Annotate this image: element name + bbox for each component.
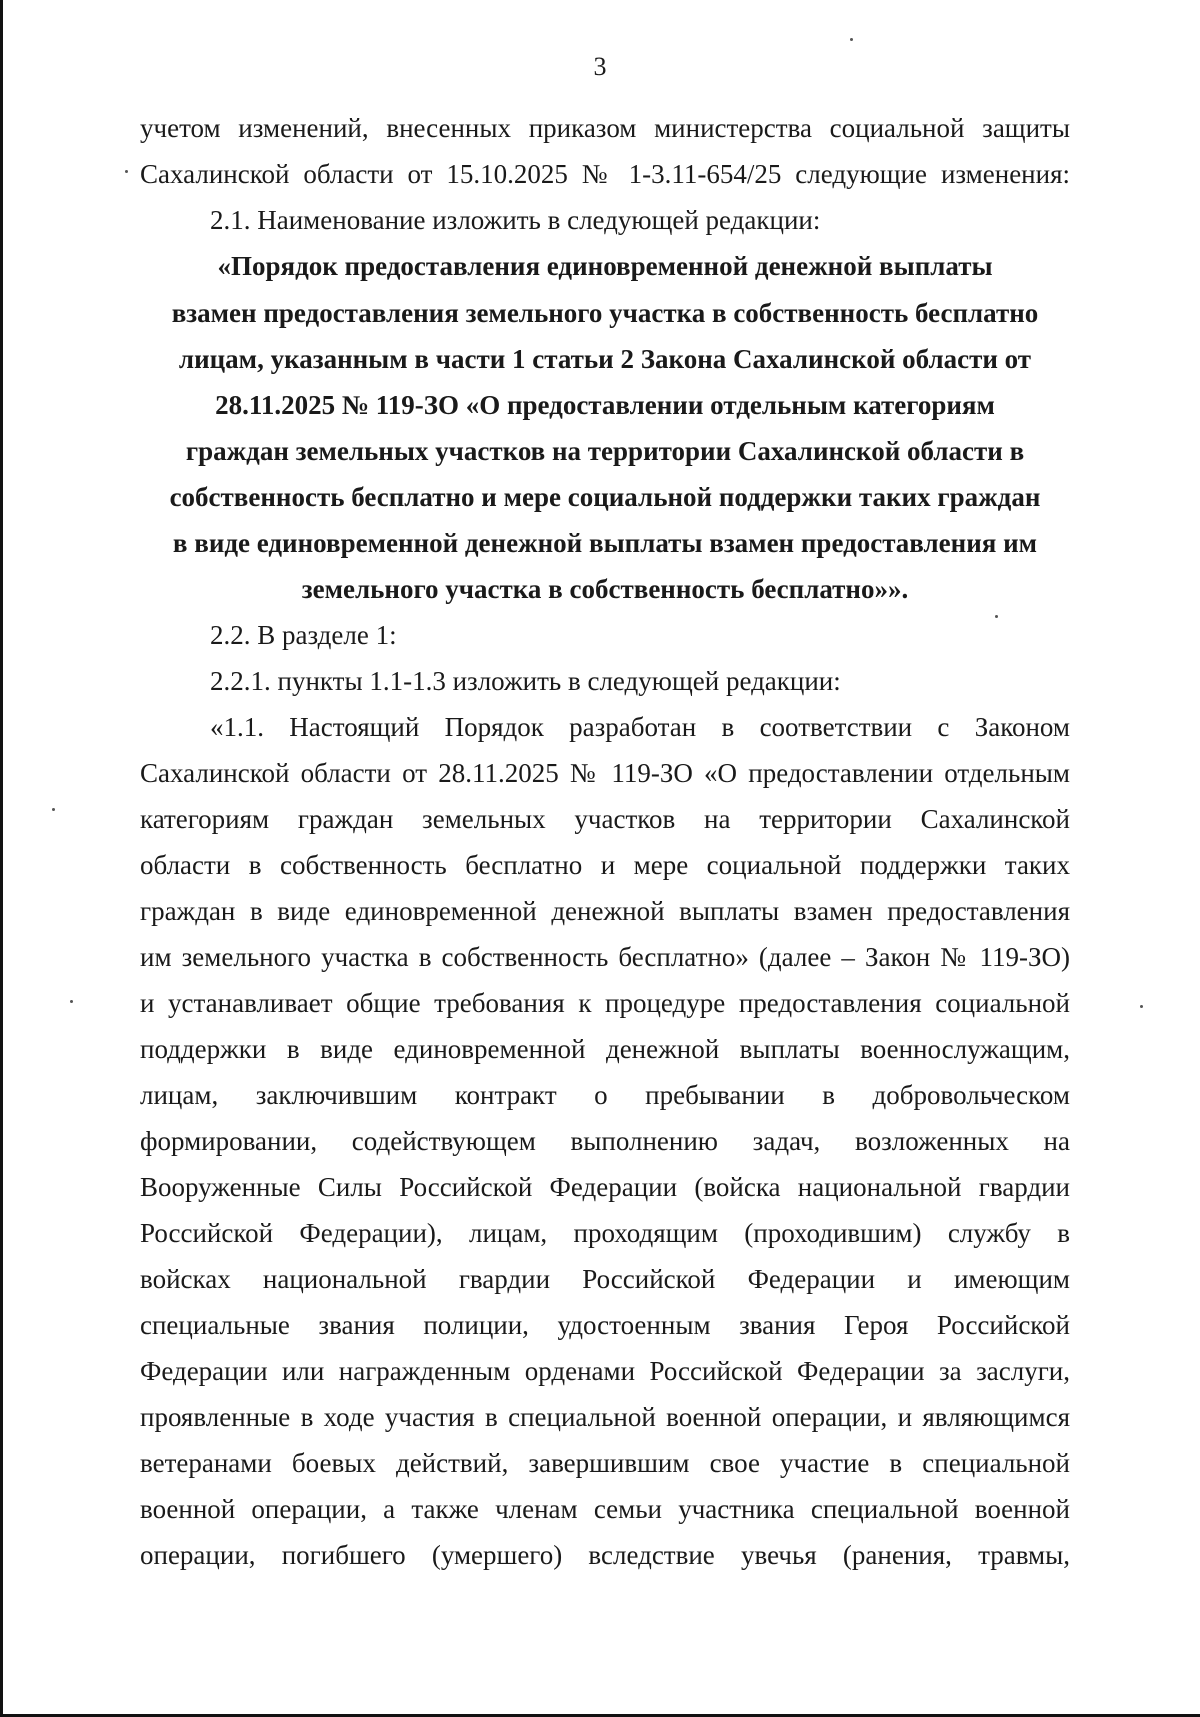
text-line: категориям граждан земельных участков на территории Сахалинской xyxy=(140,804,1070,834)
text-line: войсках национальной гвардии Российской Федерации и имеющим xyxy=(140,1264,1070,1294)
text-line: проявленные в ходе участия в специальной военной операции, и являющимся xyxy=(140,1402,1070,1432)
scan-speck xyxy=(125,170,128,173)
scan-edge-left xyxy=(0,0,3,1717)
new-title-line: земельного участка в собственность бесплатно»». xyxy=(301,574,909,604)
text-line: Российской Федерации), лицам, проходящим (проходившим) службу в xyxy=(140,1218,1070,1248)
text-line: им земельного участка в собственность бесплатно» (далее – Закон № 119-ЗО) xyxy=(140,942,1070,972)
text-line: «1.1. Настоящий Порядок разработан в соответствии с Законом xyxy=(210,712,1070,742)
text-line: Сахалинской области от 15.10.2025 № 1-3.11-654/25 следующие изменения: xyxy=(140,159,1070,189)
text-line: 2.1. Наименование изложить в следующей редакции: xyxy=(210,205,821,235)
text-line: области в собственность бесплатно и мере социальной поддержки таких xyxy=(140,850,1070,880)
scan-speck xyxy=(1140,1005,1143,1008)
text-line: и устанавливает общие требования к процедуре предоставления социальной xyxy=(140,988,1070,1018)
text-line: военной операции, а также членам семьи участника специальной военной xyxy=(140,1494,1070,1524)
text-line: Сахалинской области от 28.11.2025 № 119-ЗО «О предоставлении отдельным xyxy=(140,758,1070,788)
text-line: специальные звания полиции, удостоенным звания Героя Российской xyxy=(140,1310,1070,1340)
new-title-line: граждан земельных участков на территории Сахалинской области в xyxy=(185,436,1025,466)
text-line: лицам, заключившим контракт о пребывании в добровольческом xyxy=(140,1080,1070,1110)
text-line: граждан в виде единовременной денежной выплаты взамен предоставления xyxy=(140,896,1070,926)
new-title-line: собственность бесплатно и мере социальной поддержки таких граждан xyxy=(169,482,1041,512)
new-title-line: в виде единовременной денежной выплаты взамен предоставления им xyxy=(172,528,1038,558)
scan-speck xyxy=(52,808,55,811)
text-line: 2.2.1. пункты 1.1-1.3 изложить в следующей редакции: xyxy=(210,666,841,696)
text-line: Вооруженные Силы Российской Федерации (войска национальной гвардии xyxy=(140,1172,1070,1202)
new-title-line: взамен предоставления земельного участка в собственность бесплатно xyxy=(171,298,1039,328)
text-line: формировании, содействующем выполнению задач, возложенных на xyxy=(140,1126,1070,1156)
new-title-line: 28.11.2025 № 119-ЗО «О предоставлении отдельным категориям xyxy=(215,390,995,420)
scan-speck xyxy=(70,1000,73,1003)
text-line: 2.2. В разделе 1: xyxy=(210,620,397,650)
new-title-line: «Порядок предоставления единовременной денежной выплаты xyxy=(217,251,993,281)
scan-speck xyxy=(850,38,853,41)
text-line: операции, погибшего (умершего) вследствие увечья (ранения, травмы, xyxy=(140,1540,1070,1570)
page-number: 3 xyxy=(593,52,607,81)
new-title-line: лицам, указанным в части 1 статьи 2 Закона Сахалинской области от xyxy=(178,344,1032,374)
text-line: Федерации или награжденным орденами Российской Федерации за заслуги, xyxy=(140,1356,1070,1386)
text-line: поддержки в виде единовременной денежной выплаты военнослужащим, xyxy=(140,1034,1070,1064)
text-line: учетом изменений, внесенных приказом министерства социальной защиты xyxy=(140,113,1070,143)
text-line: ветеранами боевых действий, завершившим свое участие в специальной xyxy=(140,1448,1070,1478)
